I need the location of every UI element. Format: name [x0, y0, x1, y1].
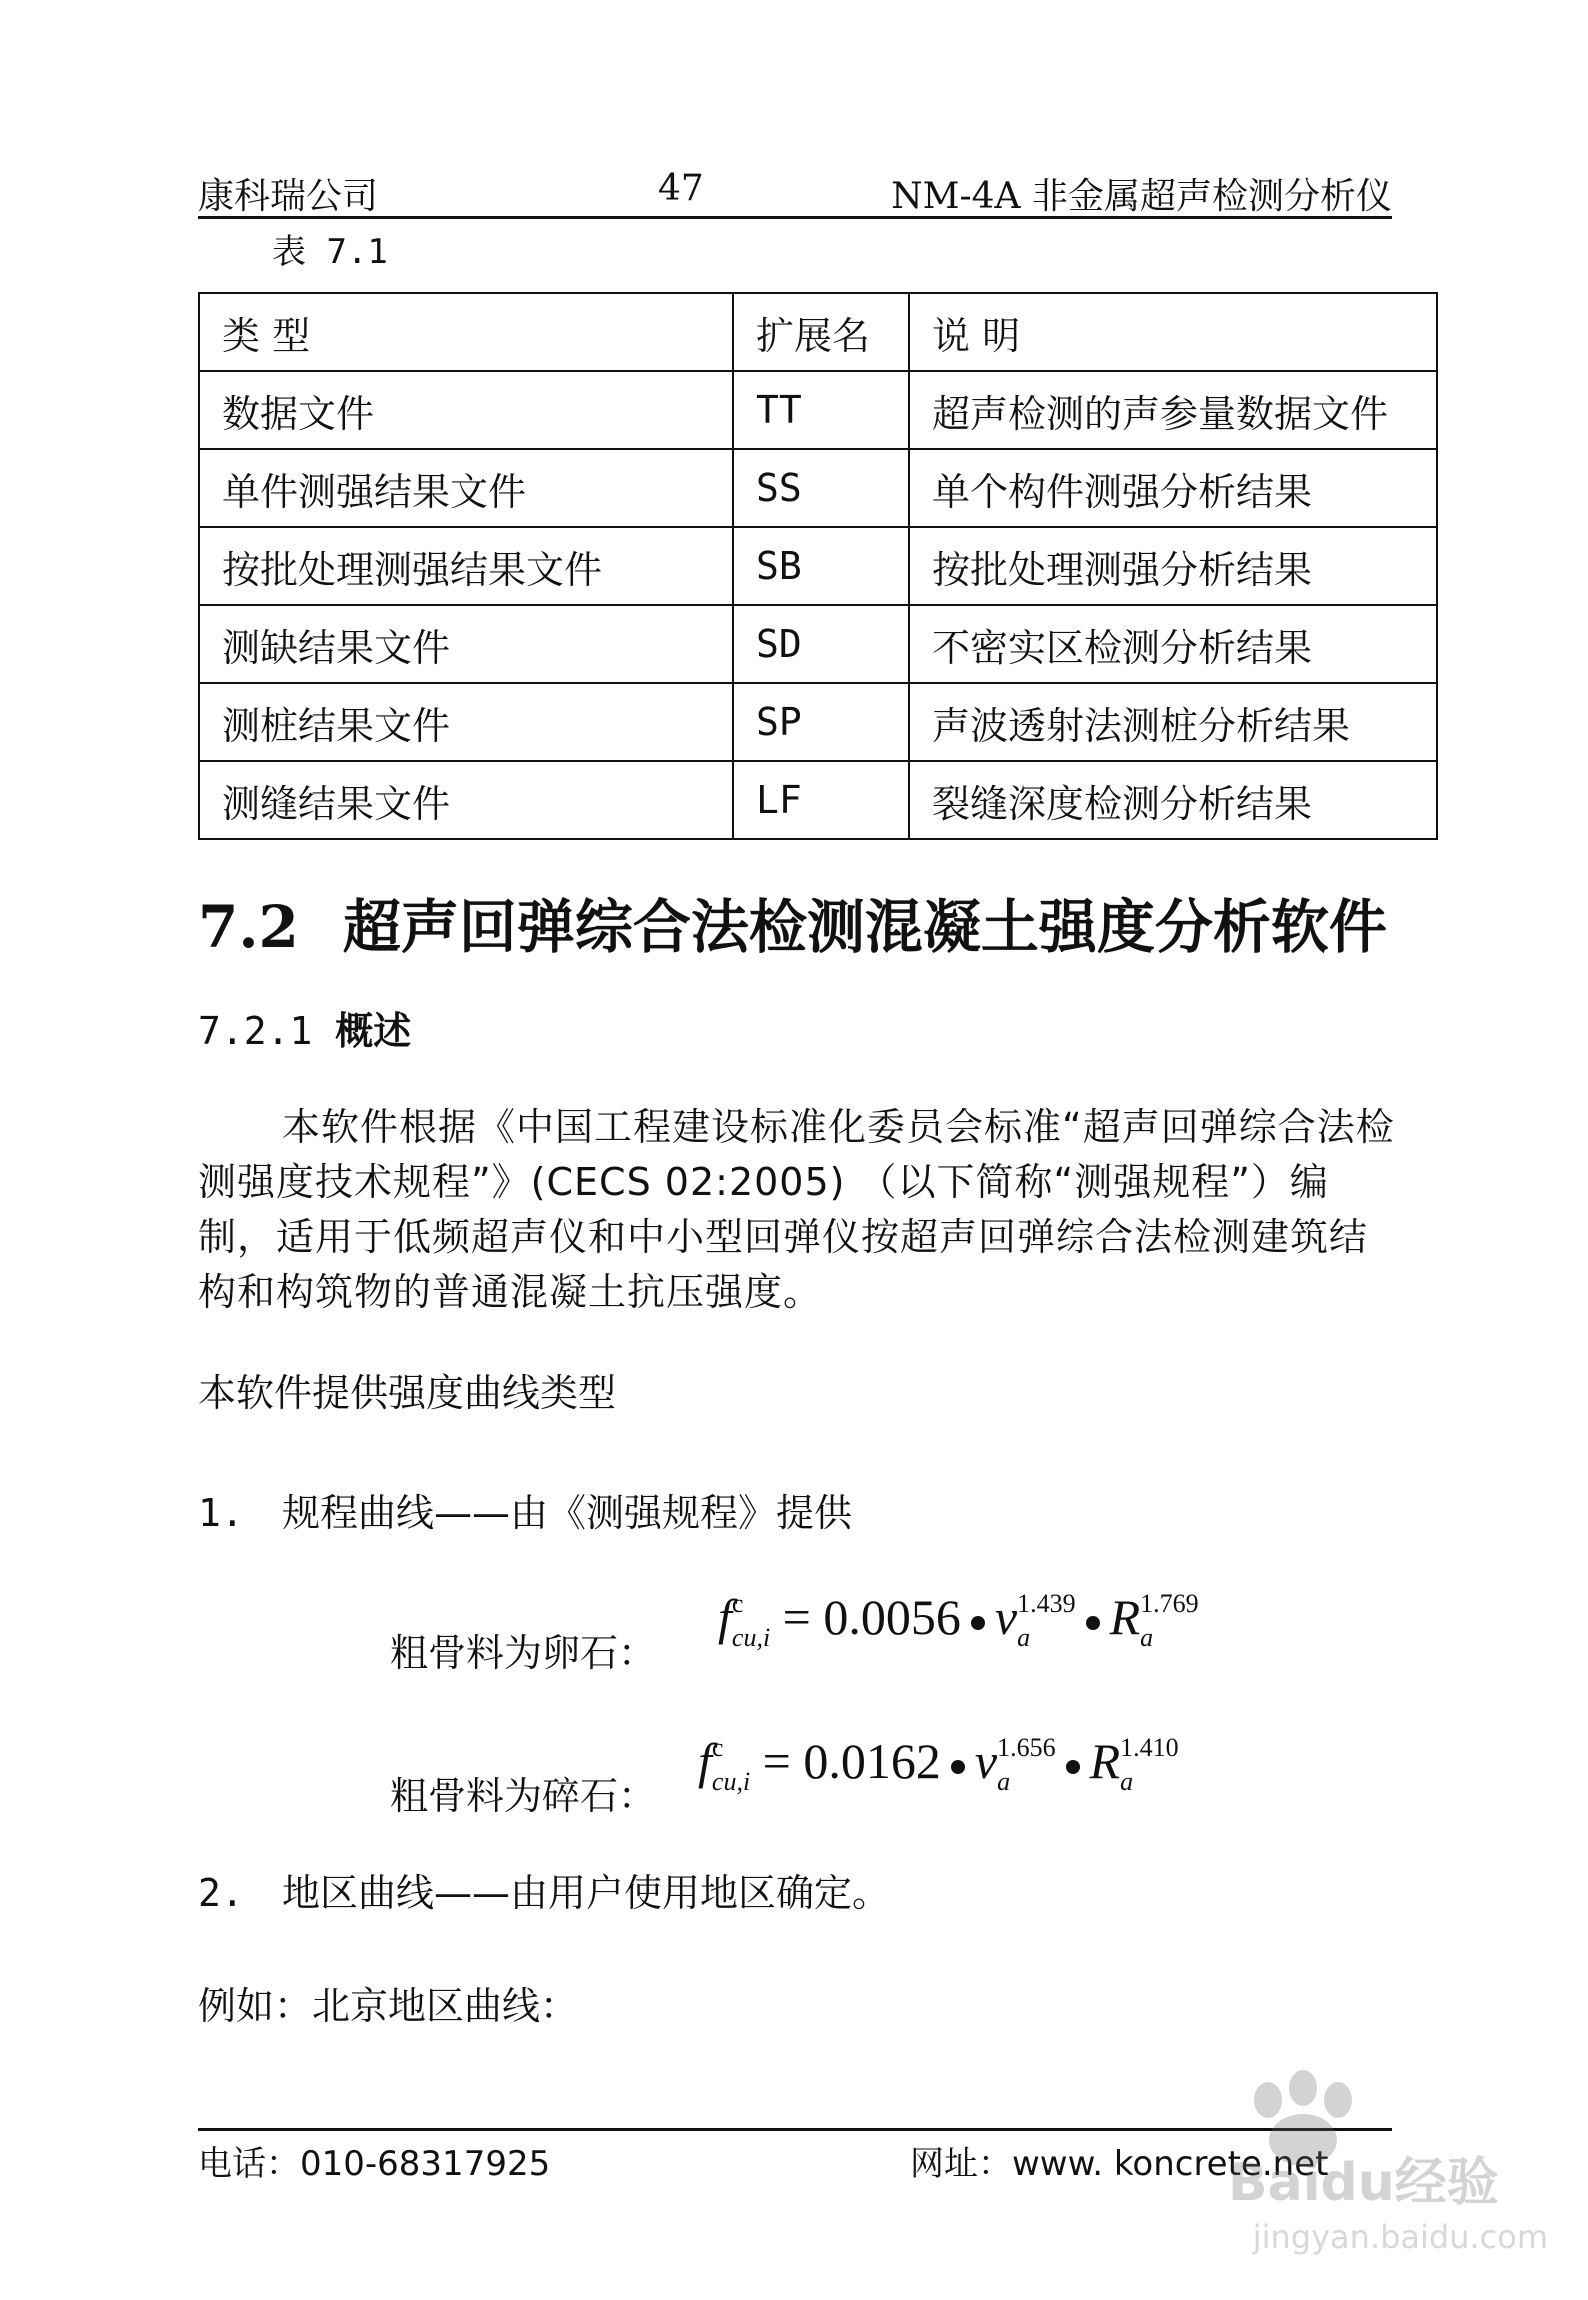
table-cell-desc: 按批处理测强分析结果: [909, 527, 1437, 605]
subsection-title: 概述: [335, 1009, 412, 1053]
table-row: [199, 527, 1437, 605]
table-cell-ext: SS: [733, 449, 909, 527]
example-line: 例如：北京地区曲线：: [198, 1984, 579, 2028]
paw-logo-icon: [1208, 2060, 1548, 2220]
formula-symbol: f: [718, 1589, 732, 1645]
formula-symbol: f: [698, 1733, 712, 1789]
table-cell-type: 按批处理测强结果文件: [199, 527, 733, 605]
table-header-cell: 扩展名: [733, 293, 909, 371]
file-type-table: [198, 292, 1438, 840]
curve-intro: 本软件提供强度曲线类型: [198, 1371, 617, 1415]
table-caption: 表 7.1: [272, 232, 388, 272]
table-cell-desc: 不密实区检测分析结果: [909, 605, 1437, 683]
formula-label: 粗骨料为碎石：: [390, 1774, 657, 1818]
list-item-number: 1.: [198, 1491, 244, 1535]
formula-sup: 1.410: [1120, 1732, 1179, 1762]
list-item-text: 地区曲线——由用户使用地区确定。: [282, 1871, 891, 1915]
formula-sub: a: [1017, 1622, 1031, 1652]
header-product: NM-4A 非金属超声检测分析仪: [891, 176, 1392, 217]
table-header-cell: 类 型: [199, 293, 733, 371]
subsection-heading: [198, 1000, 411, 1055]
table-cell-desc: 单个构件测强分析结果: [909, 449, 1437, 527]
multiply-dot: [951, 1760, 965, 1774]
table-cell-ext: SD: [733, 605, 909, 683]
table-row: [199, 449, 1437, 527]
table-cell-ext: TT: [733, 371, 909, 449]
formula-pebble: [718, 1588, 1199, 1652]
table-row: [199, 371, 1437, 449]
formula-label: 粗骨料为卵石：: [390, 1631, 657, 1675]
watermark-url: jingyan.baidu.com: [1252, 2218, 1548, 2256]
section-number: 7.2: [198, 893, 299, 961]
table-cell-type: 测桩结果文件: [199, 683, 733, 761]
footer-website: 网址：www. koncrete.net: [910, 2144, 1329, 2184]
list-item-text: 规程曲线——由《测强规程》提供: [282, 1491, 853, 1535]
table-cell-type: 数据文件: [199, 371, 733, 449]
formula-sub: a: [1120, 1766, 1134, 1796]
table-header-row: [199, 293, 1437, 371]
formula-sup: c: [711, 1732, 724, 1762]
section-heading: [198, 880, 1387, 964]
header-page-number: 47: [658, 168, 704, 209]
formula-coef: 0.0162: [803, 1733, 941, 1789]
table-cell-desc: 超声检测的声参量数据文件: [909, 371, 1437, 449]
formula-sup: 1.769: [1140, 1588, 1199, 1618]
table-cell-type: 单件测强结果文件: [199, 449, 733, 527]
footer-phone: 电话：010-68317925: [198, 2144, 551, 2184]
table-cell-desc: 裂缝深度检测分析结果: [909, 761, 1437, 839]
table-cell-type: 测缝结果文件: [199, 761, 733, 839]
table-header-cell: 说 明: [909, 293, 1437, 371]
formula-sup: 1.439: [1017, 1588, 1076, 1618]
formula-symbol: v: [974, 1733, 998, 1789]
list-item: [198, 1862, 890, 1917]
list-item: [198, 1482, 852, 1537]
table-cell-desc: 声波透射法测桩分析结果: [909, 683, 1437, 761]
multiply-dot: [971, 1616, 985, 1630]
formula-symbol: R: [1089, 1733, 1121, 1789]
table-row: [199, 683, 1437, 761]
header-rule: [198, 216, 1392, 219]
multiply-dot: [1066, 1760, 1080, 1774]
formula-sub: cu,i: [711, 1766, 751, 1796]
baidu-watermark: [1208, 2060, 1548, 2280]
overview-paragraph: 本软件根据《中国工程建设标准化委员会标准“超声回弹综合法检测强度技术规程”》(CECS 02:2005) （以下简称“测强规程”）编制，适用于低频超声仪和中小型回弹仪按超声回弹综合法检测建筑结构和构筑物的普通混凝土抗压强度。: [198, 1105, 1395, 1314]
formula-sub: a: [1140, 1622, 1154, 1652]
table-cell-type: 测缺结果文件: [199, 605, 733, 683]
table-cell-ext: SP: [733, 683, 909, 761]
formula-sub: a: [997, 1766, 1011, 1796]
section-title: 超声回弹综合法检测混凝土强度分析软件: [342, 893, 1387, 961]
formula-symbol: v: [994, 1589, 1018, 1645]
formula-symbol: R: [1109, 1589, 1141, 1645]
formula-coef: 0.0056: [823, 1589, 961, 1645]
formula-sub: cu,i: [731, 1622, 771, 1652]
header-company: 康科瑞公司: [198, 176, 379, 217]
multiply-dot: [1086, 1616, 1100, 1630]
table-row: [199, 605, 1437, 683]
watermark-logo-text: Baidu经验: [1228, 2153, 1499, 2213]
table-cell-ext: SB: [733, 527, 909, 605]
page-header: [198, 160, 1392, 216]
table-row: [199, 761, 1437, 839]
subsection-number: 7.2.1: [198, 1009, 313, 1053]
table-cell-ext: LF: [733, 761, 909, 839]
formula-sup: c: [731, 1588, 744, 1618]
formula-eq: =: [782, 1589, 811, 1645]
list-item-number: 2.: [198, 1871, 244, 1915]
formula-sup: 1.656: [997, 1732, 1056, 1762]
formula-crushed-stone: [698, 1732, 1179, 1796]
formula-eq: =: [762, 1733, 791, 1789]
